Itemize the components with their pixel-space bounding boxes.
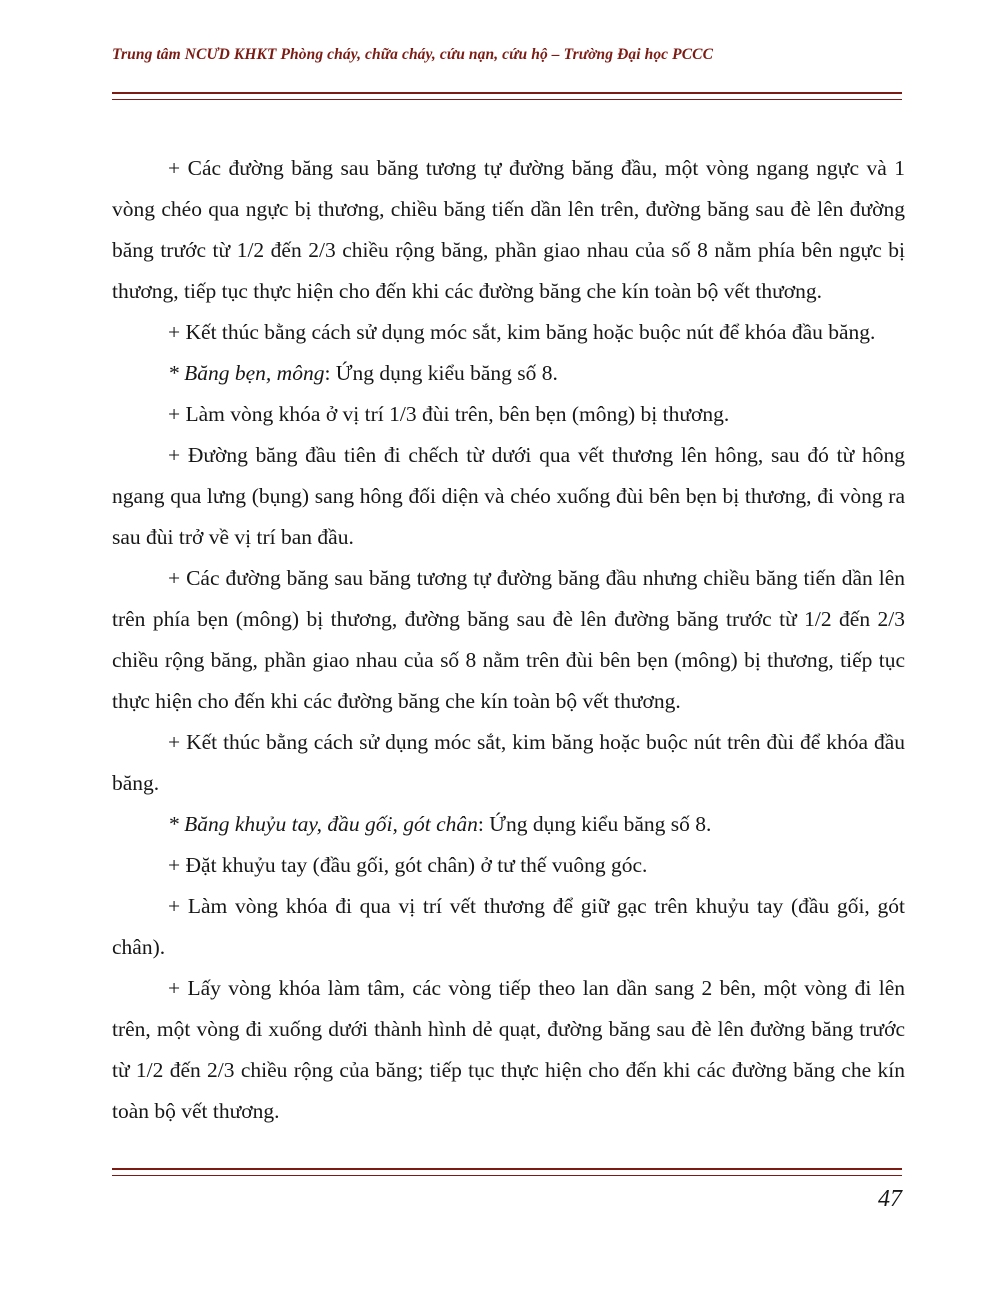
paragraph: + Kết thúc bằng cách sử dụng móc sắt, kim băng hoặc buộc nút để khóa đầu băng. [168, 320, 876, 344]
paragraph: + Các đường băng sau băng tương tự đường băng đầu nhưng chiều băng tiến dần lên trên phía bẹn (mông) bị thương, đường băng sau đè lên đường băng trước từ 1/2 đến 2/3 chiều rộng băng, phần giao nhau của số 8 nằm trên đùi bên bẹn (mông) bị thương, tiếp tục thực hiện cho đến khi các đường băng che kín toàn bộ vết thương. [112, 566, 905, 713]
paragraph: + Đường băng đầu tiên đi chếch từ dưới qua vết thương lên hông, sau đó từ hông ngang qua lưng (bụng) sang hông đối diện và chéo xuống đùi bên bẹn bị thương, đi vòng ra sau đùi trở về vị trí ban đầu. [112, 443, 905, 549]
header-divider [112, 92, 902, 100]
page-number: 47 [878, 1186, 902, 1212]
paragraph-with-italic-lead [112, 804, 905, 845]
footer-divider [112, 1168, 902, 1176]
paragraph: + Đặt khuỷu tay (đầu gối, gót chân) ở tư thế vuông góc. [168, 853, 648, 877]
paragraph-text: : Ứng dụng kiểu băng số 8. [324, 361, 558, 385]
paragraph: + Làm vòng khóa ở vị trí 1/3 đùi trên, bên bẹn (mông) bị thương. [168, 402, 730, 426]
page-header [112, 46, 902, 64]
paragraph: + Lấy vòng khóa làm tâm, các vòng tiếp theo lan dần sang 2 bên, một vòng đi lên trên, một vòng đi xuống dưới thành hình dẻ quạt, đường băng sau đè lên đường băng trước từ 1/2 đến 2/3 chiều rộng của băng; tiếp tục thực hiện cho đến khi các đường băng che kín toàn bộ vết thương. [112, 976, 905, 1123]
paragraph: + Các đường băng sau băng tương tự đường băng đầu, một vòng ngang ngực và 1 vòng chéo qua ngực bị thương, chiều băng tiến dần lên trên, đường băng sau đè lên đường băng trước từ 1/2 đến 2/3 chiều rộng băng, phần giao nhau của số 8 nằm phía bên ngực bị thương, tiếp tục thực hiện cho đến khi các đường băng che kín toàn bộ vết thương. [112, 156, 905, 303]
paragraph: + Kết thúc bằng cách sử dụng móc sắt, kim băng hoặc buộc nút trên đùi để khóa đầu băng. [112, 730, 905, 795]
document-body [112, 148, 905, 1132]
paragraph: + Làm vòng khóa đi qua vị trí vết thương để giữ gạc trên khuỷu tay (đầu gối, gót chân). [112, 894, 905, 959]
italic-lead: * Băng bẹn, mông [168, 361, 325, 385]
italic-lead: * Băng khuỷu tay, đầu gối, gót chân [168, 812, 478, 836]
paragraph-with-italic-lead [112, 353, 905, 394]
paragraph-text: : Ứng dụng kiểu băng số 8. [477, 812, 712, 836]
running-head: Trung tâm NCƯD KHKT Phòng cháy, chữa cháy, cứu nạn, cứu hộ – Trường Đại học PCCC [112, 46, 714, 63]
